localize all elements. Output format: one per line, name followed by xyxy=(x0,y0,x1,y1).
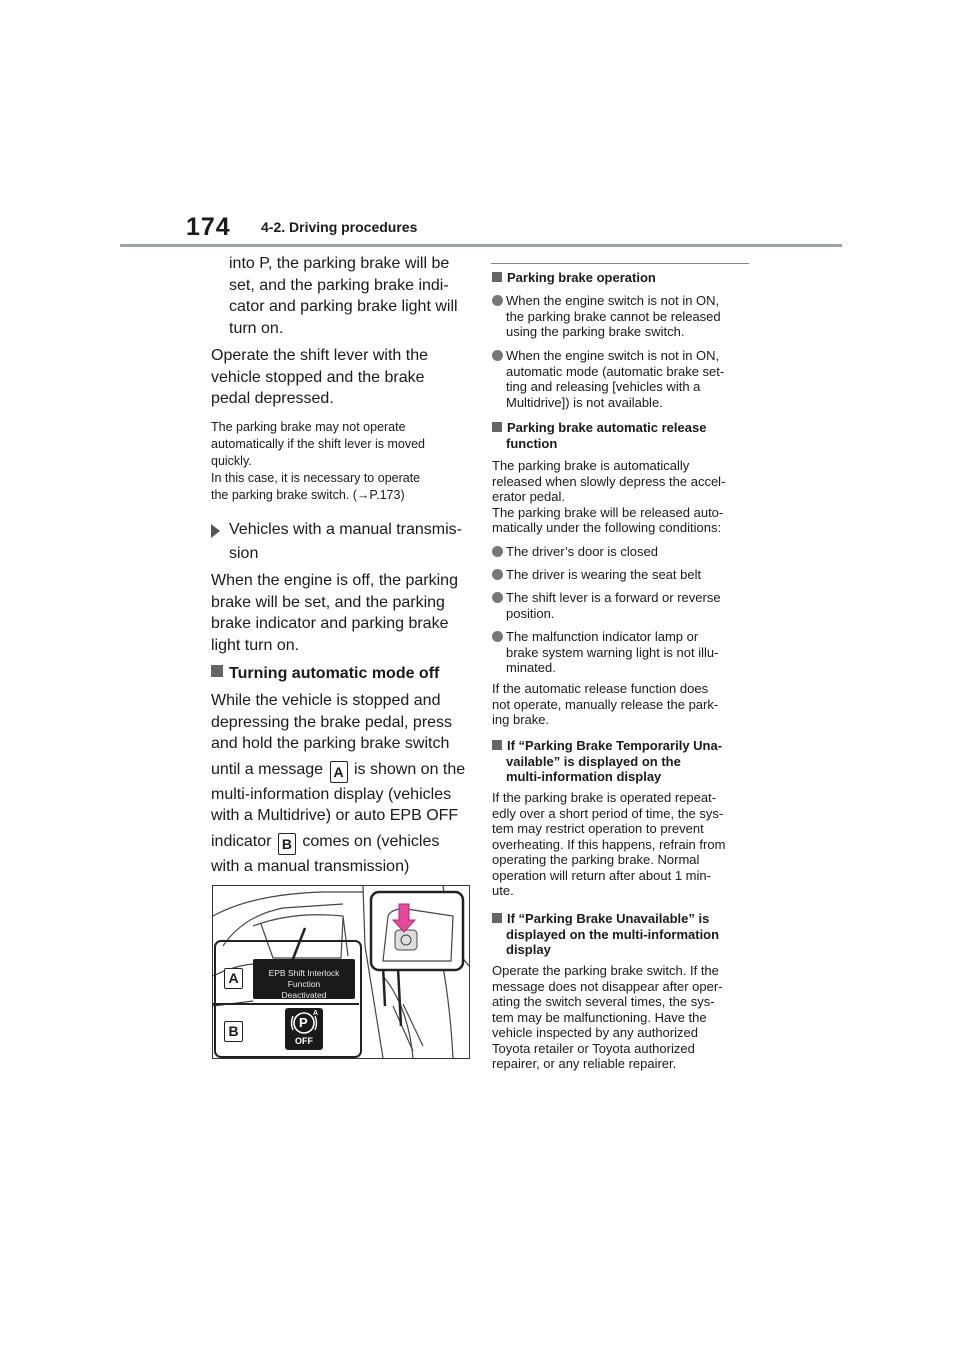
text-line: operation will return after about 1 min- xyxy=(492,867,711,883)
text-line: While the vehicle is stopped and xyxy=(211,692,441,709)
text-line xyxy=(211,759,473,783)
text-line: ute. xyxy=(492,883,514,898)
text-line: Operate the shift lever with the xyxy=(211,347,428,364)
paragraph xyxy=(492,681,756,728)
text-line: not operate, manually release the park- xyxy=(492,696,719,712)
text-line: The malfunction indicator lamp or xyxy=(506,629,699,644)
header-rule xyxy=(120,244,842,247)
text-line: The parking brake is automatically xyxy=(492,458,690,473)
bullet-item xyxy=(492,544,756,560)
note-paragraph xyxy=(211,419,473,504)
triangle-bullet-icon xyxy=(211,524,220,538)
text-line: If the parking brake is operated repeat- xyxy=(492,790,717,805)
text-line: sion xyxy=(229,544,259,562)
text-line: operating the parking brake. Normal xyxy=(492,852,700,867)
text-line: Operate the parking brake switch. If the xyxy=(492,963,719,978)
heading-text: displayed on the multi-information xyxy=(506,926,720,942)
text-line: The parking brake may not operate xyxy=(211,420,406,434)
paragraph xyxy=(492,790,756,899)
continued-paragraph xyxy=(229,253,473,339)
text-line: When the engine is off, the parking xyxy=(211,572,458,589)
epb-message-display xyxy=(253,959,355,999)
text-line: using the parking brake switch. xyxy=(506,324,685,339)
text-line: matically under the following conditions: xyxy=(492,520,722,535)
icon-superscript: A xyxy=(313,1010,319,1017)
text-line: the parking brake switch. (→P.173) xyxy=(211,488,405,502)
text-line: with a Multidrive) or auto EPB OFF xyxy=(211,807,459,824)
text-fragment: is shown on the xyxy=(353,760,466,778)
bullet-item xyxy=(492,567,756,583)
icon-off-text: OFF xyxy=(295,1036,313,1046)
bullet-dot-icon xyxy=(492,569,503,580)
text-line: Vehicles with a manual transmis- xyxy=(229,521,462,538)
text-line: cator and parking brake light will xyxy=(229,298,458,315)
text-line: If the automatic release function does xyxy=(492,681,709,696)
heading-text: If “Parking Brake Unavailable” is xyxy=(507,911,710,926)
bullet-item xyxy=(492,293,756,340)
text-line: brake system warning light is not illu- xyxy=(506,644,719,660)
bullet-item xyxy=(492,590,756,621)
message-line: EPB Shift Interlock Function xyxy=(268,968,340,989)
text-line: repairer, or any reliable repairer. xyxy=(492,1056,677,1071)
label-b-badge: B xyxy=(278,833,296,855)
text-line: tem may restrict operation to prevent xyxy=(492,821,704,836)
paragraph xyxy=(492,963,756,1072)
square-bullet-icon xyxy=(492,422,502,432)
text-line: depressing the brake pedal, press xyxy=(211,713,453,731)
text-fragment: indicator xyxy=(211,832,272,850)
bullet-item xyxy=(492,348,756,410)
text-line: position. xyxy=(506,605,555,621)
text-line: tem may be malfunctioning. Have the xyxy=(492,1009,707,1025)
text-line: When the engine switch is not in ON, xyxy=(506,293,720,308)
text-line xyxy=(211,831,473,855)
heading-text: display xyxy=(506,942,551,957)
operate-paragraph xyxy=(211,345,473,410)
heading-text: vailable” is displayed on the xyxy=(506,753,681,769)
text-line: brake will be set, and the parking xyxy=(211,593,445,611)
text-line: overheating. If this happens, refrain from xyxy=(492,836,726,852)
auto-off-heading xyxy=(211,663,473,685)
text-line: Multidrive]) is not available. xyxy=(506,394,663,410)
bullet-dot-icon xyxy=(492,295,503,306)
text-line: When the engine switch is not in ON, xyxy=(506,348,720,363)
text-fragment: comes on (vehicles xyxy=(302,832,440,850)
heading-temporarily-unavailable xyxy=(492,738,768,785)
text-line: and hold the parking brake switch xyxy=(211,735,450,752)
bullet-dot-icon xyxy=(492,546,503,557)
text-line: ing brake. xyxy=(492,712,550,727)
text-line: The shift lever is a forward or reverse xyxy=(506,590,721,605)
text-line: vehicle inspected by any authorized xyxy=(492,1025,698,1040)
page-number: 174 xyxy=(186,213,231,241)
text-line: edly over a short period of time, the sys- xyxy=(492,805,724,821)
label-b-tag: B xyxy=(224,1021,243,1042)
text-line: vehicle stopped and the brake xyxy=(211,368,425,386)
heading-parking-brake-operation xyxy=(492,270,754,286)
square-bullet-icon xyxy=(492,913,502,923)
right-column-rule xyxy=(491,263,749,264)
bullet-dot-icon xyxy=(492,631,503,642)
bullet-dot-icon xyxy=(492,592,503,603)
square-bullet-icon xyxy=(492,740,502,750)
heading-text: multi-information display xyxy=(506,769,662,784)
text-line: pedal depressed. xyxy=(211,390,334,407)
label-a-badge: A xyxy=(330,761,348,783)
bullet-item xyxy=(492,629,756,676)
bullet-dot-icon xyxy=(492,350,503,361)
text-line: turn on. xyxy=(229,319,284,337)
text-line: light turn on. xyxy=(211,636,300,654)
text-line: quickly. xyxy=(211,454,252,468)
text-line: into P, the parking brake will be xyxy=(229,255,450,272)
text-line: multi-information display (vehicles xyxy=(211,785,452,803)
text-line: released when slowly depress the accel- xyxy=(492,473,726,489)
heading-automatic-release xyxy=(492,420,768,451)
heading-text: If “Parking Brake Temporarily Una- xyxy=(507,738,723,753)
text-line: erator pedal. xyxy=(492,489,565,504)
heading-text: Turning automatic mode off xyxy=(229,665,440,682)
heading-text: function xyxy=(506,435,558,451)
section-title: 4-2. Driving procedures xyxy=(261,219,418,235)
paragraph xyxy=(492,458,756,536)
heading-text: Parking brake operation xyxy=(507,270,656,285)
text-line: automatic mode (automatic brake set- xyxy=(506,363,725,379)
square-bullet-icon xyxy=(211,665,223,677)
text-line: message does not disappear after oper- xyxy=(492,978,723,994)
text-fragment: until a message xyxy=(211,760,324,778)
text-line: Toyota retailer or Toyota authorized xyxy=(492,1040,695,1056)
text-line: with a manual transmission) xyxy=(211,857,410,875)
text-line: set, and the parking brake indi- xyxy=(229,276,449,294)
square-bullet-icon xyxy=(492,272,502,282)
manual-paragraph xyxy=(211,570,473,656)
heading-text: Parking brake automatic release xyxy=(507,420,707,435)
text-line: brake indicator and parking brake xyxy=(211,615,449,632)
text-line: ting and releasing [vehicles with a xyxy=(506,379,701,394)
text-line: the parking brake cannot be released xyxy=(506,308,721,324)
text-line: The parking brake will be released auto- xyxy=(492,504,724,520)
text-line: The driver’s door is closed xyxy=(506,544,658,559)
message-line: Deactivated xyxy=(281,990,327,1000)
auto-epb-off-indicator-icon xyxy=(285,1008,323,1050)
text-line: ating the switch several times, the sys- xyxy=(492,994,715,1009)
parking-brake-illustration xyxy=(212,885,470,1059)
icon-letter: P xyxy=(299,1015,308,1030)
text-line: In this case, it is necessary to operate xyxy=(211,471,421,485)
label-a-tag: A xyxy=(224,968,243,989)
text-line: automatically if the shift lever is moved xyxy=(211,437,425,451)
text-line: minated. xyxy=(506,660,556,675)
text-line: The driver is wearing the seat belt xyxy=(506,567,702,582)
auto-off-paragraph xyxy=(211,690,473,877)
heading-unavailable xyxy=(492,911,768,958)
manual-heading xyxy=(229,519,473,564)
